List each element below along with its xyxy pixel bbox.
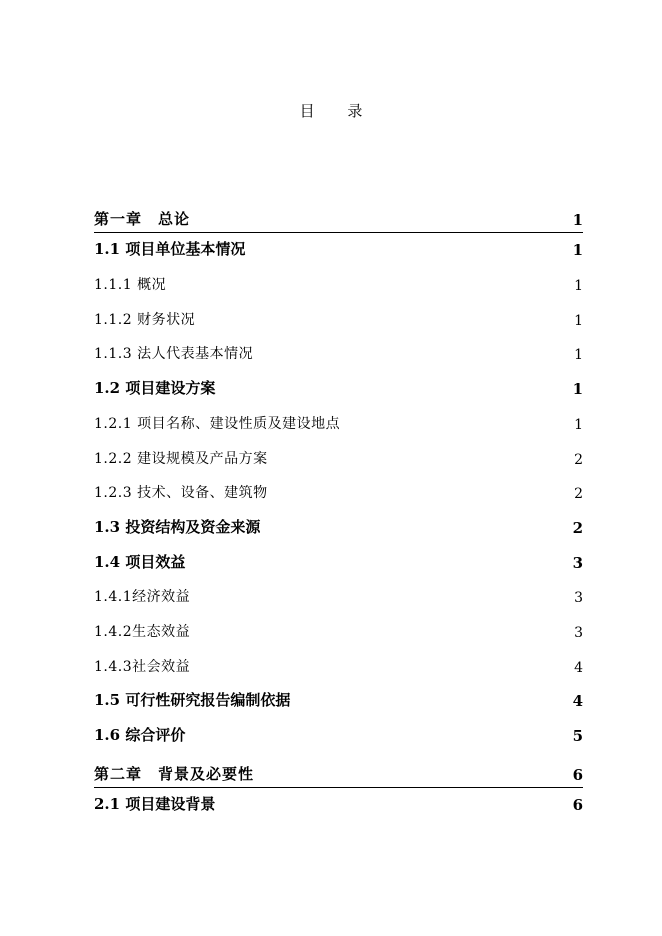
table-of-contents (94, 198, 583, 822)
toc-entry-label: 1.2.3 技术、设备、建筑物 (94, 485, 268, 502)
toc-entry-page: 1 (572, 210, 583, 229)
toc-entry-page: 1 (574, 312, 583, 329)
toc-entry-page: 3 (574, 624, 583, 641)
toc-entry[interactable] (94, 649, 583, 684)
toc-entry[interactable] (94, 371, 583, 406)
toc-entry-label: 2.1 项目建设背景 (94, 795, 216, 814)
page-title: 目 录 (299, 102, 377, 120)
toc-entry[interactable] (94, 753, 583, 788)
toc-entry-label: 1.5 可行性研究报告编制依据 (94, 691, 291, 710)
toc-entry-page: 5 (572, 727, 583, 745)
toc-entry-label: 第二章 背景及必要性 (94, 764, 255, 783)
toc-entry-page: 6 (572, 765, 583, 784)
toc-entry-label: 1.3 投资结构及资金来源 (94, 517, 261, 536)
toc-entry-page: 2 (574, 451, 583, 468)
toc-entry[interactable] (94, 441, 583, 476)
toc-entry-label: 1.4 项目效益 (94, 552, 186, 571)
toc-entry[interactable] (94, 788, 583, 823)
toc-entry-label: 1.1.3 法人代表基本情况 (94, 346, 254, 363)
toc-entry[interactable] (94, 718, 583, 753)
toc-entry-page: 1 (574, 278, 583, 295)
toc-entry-label: 1.1 项目单位基本情况 (94, 240, 246, 259)
toc-entry-label: 1.2.2 建设规模及产品方案 (94, 450, 268, 467)
toc-entry[interactable] (94, 198, 583, 233)
toc-entry[interactable] (94, 510, 583, 545)
toc-entry-label: 1.4.2生态效益 (94, 623, 191, 640)
toc-entry[interactable] (94, 476, 583, 511)
toc-entry-page: 3 (572, 553, 583, 572)
toc-entry-label: 1.1.1 概况 (94, 277, 167, 294)
toc-entry[interactable] (94, 233, 583, 268)
toc-entry[interactable] (94, 267, 583, 302)
toc-entry-label: 第一章 总论 (94, 209, 191, 228)
toc-entry-page: 1 (574, 347, 583, 364)
toc-entry-page: 1 (574, 416, 583, 433)
toc-entry-page: 3 (574, 590, 583, 607)
toc-entry-label: 1.4.3社会效益 (94, 658, 191, 675)
toc-entry-page: 1 (572, 380, 583, 399)
toc-entry[interactable] (94, 302, 583, 337)
toc-entry-label: 1.2.1 项目名称、建设性质及建设地点 (94, 415, 341, 432)
toc-entry-page: 2 (572, 518, 583, 537)
toc-entry[interactable] (94, 545, 583, 580)
toc-entry[interactable] (94, 337, 583, 372)
toc-entry-label: 1.6 综合评价 (94, 726, 186, 744)
toc-entry-page: 1 (572, 241, 583, 260)
toc-entry[interactable] (94, 614, 583, 649)
toc-entry[interactable] (94, 406, 583, 441)
toc-entry-page: 4 (572, 692, 583, 711)
toc-entry-page: 2 (574, 486, 583, 503)
toc-entry-page: 6 (572, 796, 583, 815)
toc-entry-label: 1.1.2 财务状况 (94, 311, 196, 328)
toc-entry-label: 1.2 项目建设方案 (94, 379, 216, 398)
toc-entry-label: 1.4.1经济效益 (94, 589, 191, 606)
toc-entry[interactable] (94, 684, 583, 719)
toc-entry[interactable] (94, 580, 583, 615)
toc-entry-page: 4 (574, 659, 583, 676)
